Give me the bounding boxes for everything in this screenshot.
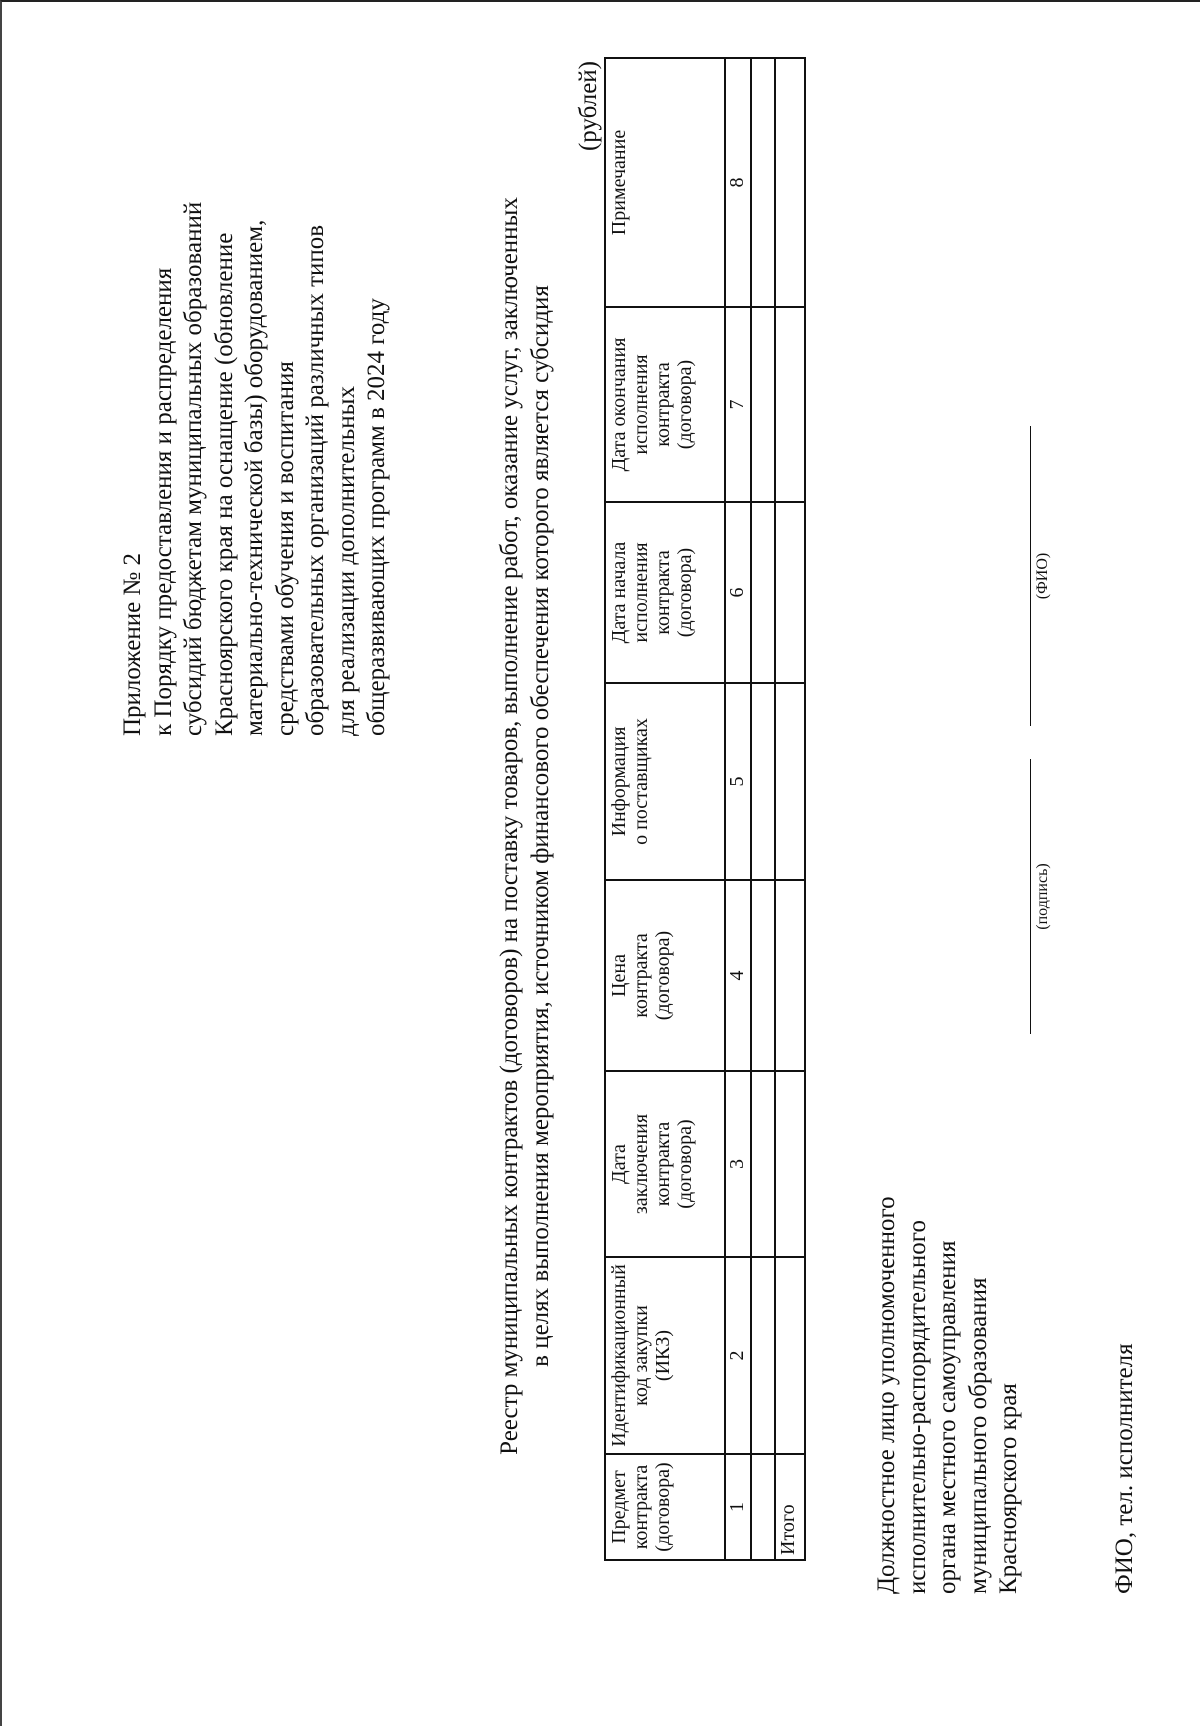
header-procurement-code: Идентификационный код закупки (ИКЗ) (605, 1257, 725, 1454)
column-number: 5 (725, 683, 751, 880)
table-cell (751, 1071, 775, 1257)
currency-unit: (рублей) (575, 61, 602, 152)
header-conclusion-date: Дата заключения контракта (договора) (605, 1071, 725, 1257)
annex-line: общеразвивающих программ в 2024 году (363, 298, 390, 736)
annex-line: образовательных организаций различных типов (302, 224, 329, 736)
table-cell (751, 307, 775, 502)
name-caption: (ФИО) (1034, 552, 1051, 600)
table-cell (751, 880, 775, 1071)
table-cell (775, 58, 805, 307)
table-cell (775, 1071, 805, 1257)
column-number: 6 (725, 502, 751, 683)
table-cell (751, 58, 775, 307)
annex-line: к Порядку предоставления и распределения (149, 267, 177, 736)
table-cell (751, 683, 775, 880)
column-number: 2 (725, 1257, 751, 1454)
signature-line (1030, 759, 1031, 1034)
official-line: исполнительно-распорядительного (903, 1220, 931, 1594)
table-number-row (725, 58, 751, 1560)
column-number: 3 (725, 1071, 751, 1257)
official-line: Красноярского края (995, 1383, 1022, 1594)
annex-line: для реализации дополнительных (332, 386, 360, 736)
title-line-2: в целях выполнения мероприятия, источником финансового обеспечения которого является субсидия (527, 285, 554, 1367)
total-label: Итого (775, 1454, 805, 1560)
official-line: муниципального образования (964, 1277, 992, 1594)
signature-caption: (подпись) (1034, 863, 1051, 930)
annex-line: Красноярского края на оснащение (обновление (210, 232, 238, 736)
table-total-row (775, 58, 805, 1560)
table-header-row (605, 58, 725, 1560)
annex-line: средствами обучения и воспитания (271, 361, 299, 736)
column-number: 8 (725, 58, 751, 307)
column-number: 7 (725, 307, 751, 502)
executor-info: ФИО, тел. исполнителя (1111, 1343, 1138, 1594)
table-cell (751, 1454, 775, 1560)
header-contract-subject: Предмет контракта (договора) (605, 1454, 725, 1560)
official-signature-block (872, 1034, 1025, 1594)
table-cell (775, 880, 805, 1071)
table-cell (751, 1257, 775, 1454)
table-cell (775, 502, 805, 683)
table-empty-row (751, 58, 775, 1560)
column-number: 4 (725, 880, 751, 1071)
table-cell (775, 683, 805, 880)
header-supplier-info: Информация о поставщиках (605, 683, 725, 880)
name-line (1030, 426, 1031, 726)
header-end-date: Дата окончания исполнения контракта (договора) (605, 307, 725, 502)
table-cell (751, 502, 775, 683)
contracts-registry-table (604, 57, 806, 1561)
annex-line: материально-технической базы) оборудованием, (241, 219, 268, 736)
document-title (494, 76, 556, 1576)
header-contract-price: Цена контракта (договора) (605, 880, 725, 1071)
header-note: Примечание (605, 58, 725, 307)
official-line: органа местного самоуправления (934, 1240, 961, 1594)
column-number: 1 (725, 1454, 751, 1560)
header-start-date: Дата начала исполнения контракта (договора) (605, 502, 725, 683)
official-line: Должностное лицо уполномоченного (873, 1196, 900, 1594)
annex-line: Приложение № 2 (119, 552, 146, 736)
table-cell (775, 307, 805, 502)
annex-line: субсидий бюджетам муниципальных образований (180, 201, 207, 736)
title-line-1: Реестр муниципальных контрактов (договоров) на поставку товаров, выполнение работ, оказание услуг, заключенных (496, 197, 523, 1455)
annex-header (118, 16, 393, 736)
table-cell (775, 1257, 805, 1454)
